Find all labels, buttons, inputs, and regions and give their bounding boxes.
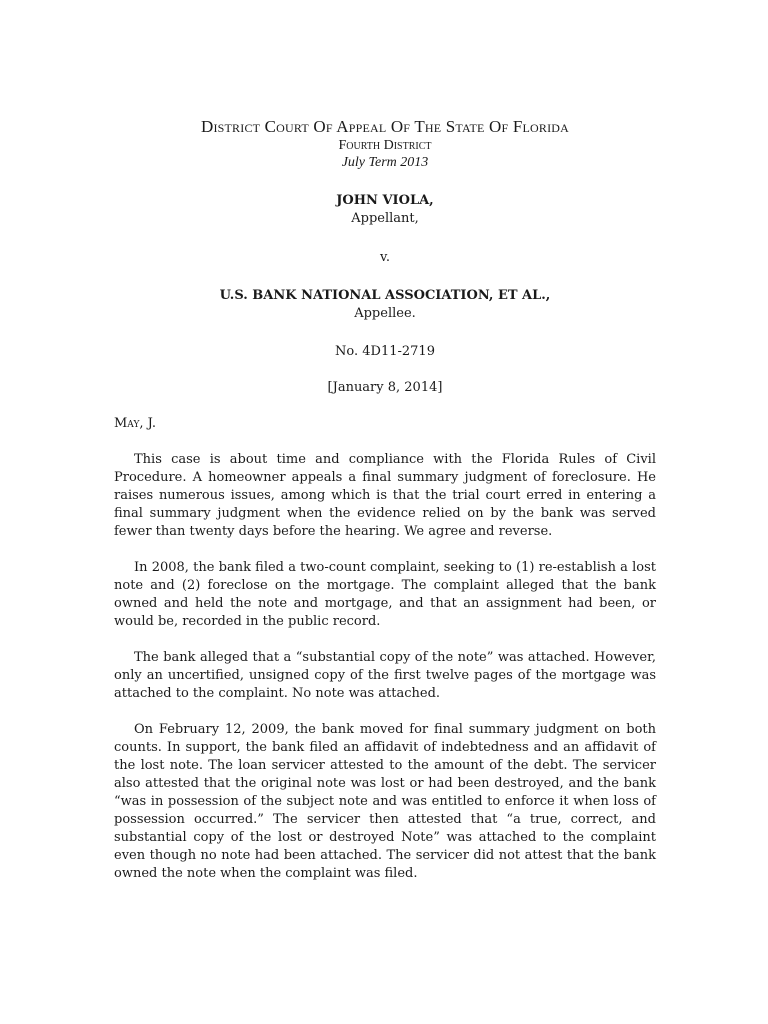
appellee-name: U.S. BANK NATIONAL ASSOCIATION, ET AL., bbox=[219, 288, 551, 303]
appellant-role: Appellant, bbox=[351, 211, 419, 226]
opinion-author: May, J. bbox=[114, 416, 156, 431]
versus: v. bbox=[380, 250, 390, 265]
opinion-page bbox=[114, 116, 656, 883]
opinion-paragraph: This case is about time and compliance with the Florida Rules of Civil Procedure. A homeowner appeals a final summary judgment of foreclosure. He raises numerous issues, among which is that the trial court erred in entering a final summary judgment when the evidence relied on by the bank was served fewer than twenty days before the hearing. We agree and reverse. bbox=[114, 452, 656, 539]
appellant-name: JOHN VIOLA, bbox=[336, 193, 434, 208]
decision-date: [January 8, 2014] bbox=[327, 380, 443, 395]
court-name: District Court Of Appeal Of The State Of Florida bbox=[200, 117, 570, 136]
opinion-paragraph: The bank alleged that a “substantial copy of the note” was attached. However, only an uncertified, unsigned copy of the first twelve pages of the mortgage was attached to the complaint. No note was attached. bbox=[114, 650, 656, 701]
opinion-paragraph: In 2008, the bank filed a two-count complaint, seeking to (1) re-establish a lost note and (2) foreclose on the mortgage. The complaint alleged that the bank owned and held the note and mortgage, and that an assignment had been, or would be, recorded in the public record. bbox=[114, 560, 656, 629]
case-number: No. 4D11-2719 bbox=[335, 344, 435, 359]
appellee-role: Appellee. bbox=[354, 306, 416, 321]
district-name: Fourth District bbox=[338, 138, 432, 153]
opinion-paragraph: On February 12, 2009, the bank moved for final summary judgment on both counts. In support, the bank filed an affidavit of indebtedness and an affidavit of the lost note. The loan servicer attested to the amount of the debt. The servicer also attested that the original note was lost or had been destroyed, and the bank “was in possession of the subject note and was entitled to enforce it when loss of possession occurred.” The servicer then attested that “a true, correct, and substantial copy of the lost or destroyed Note” was attached to the complaint even though no note had been attached. The servicer did not attest that the bank owned the note when the complaint was filed. bbox=[114, 722, 656, 881]
court-term: July Term 2013 bbox=[341, 155, 429, 170]
